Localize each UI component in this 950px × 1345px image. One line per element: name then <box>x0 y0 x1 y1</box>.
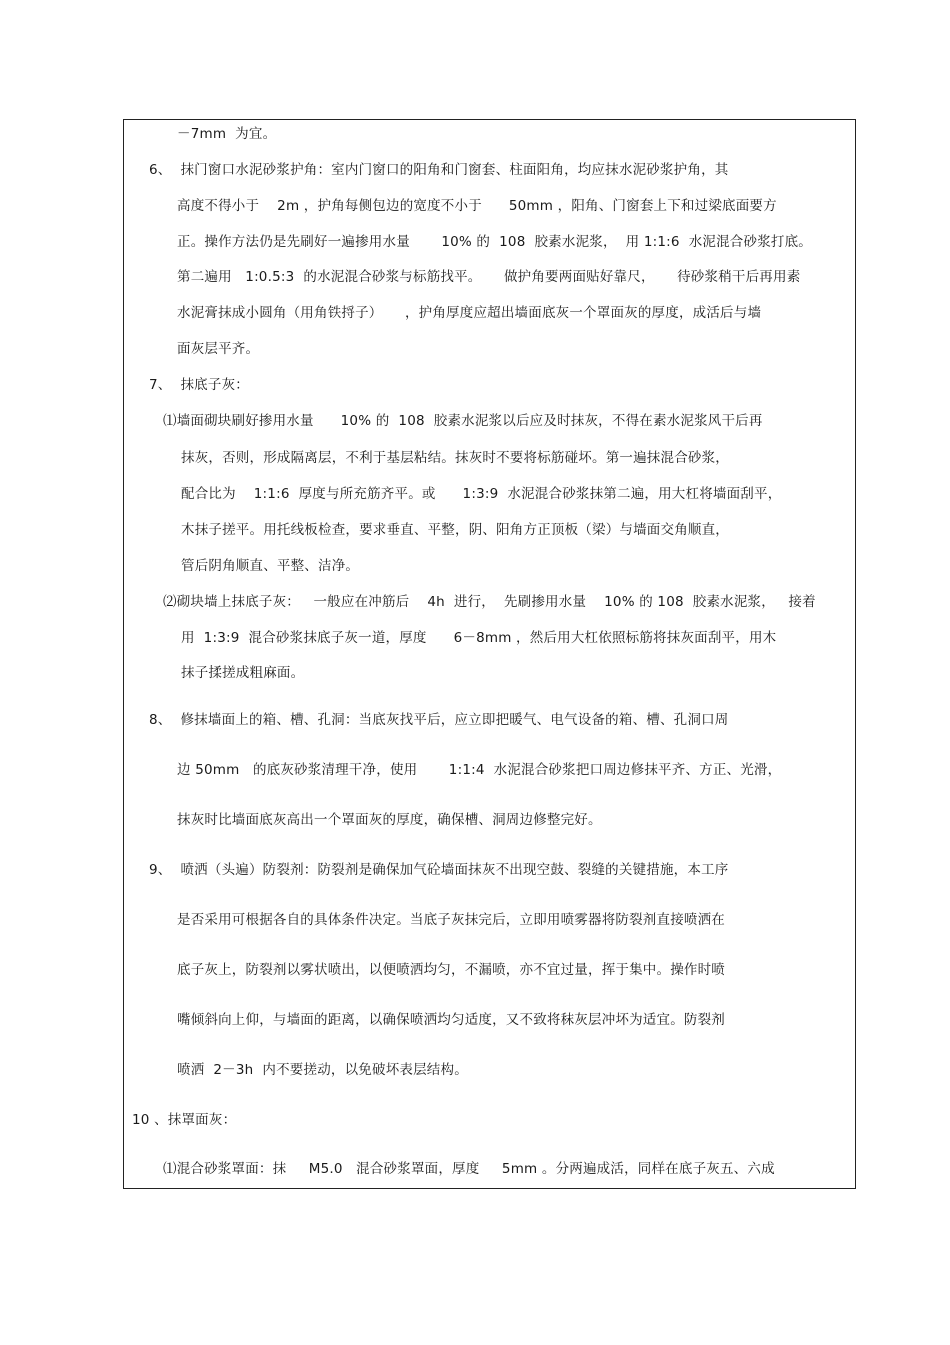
item-8-heading: 8、 修抹墙面上的箱、槽、孔洞：当底灰找平后，应立即把暖气、电气设备的箱、槽、孔洞口周 <box>149 712 729 728</box>
text-line: ⑴墙面砌块刷好掺用水量 10% 的 108 胶素水泥浆以后应及时抹灰，不得在素水泥浆风干后再 <box>163 413 763 429</box>
text-line: 嘴倾斜向上仰，与墙面的距离，以确保喷洒均匀适度，又不致将秣灰层冲坏为适宜。防裂剂 <box>177 1012 725 1028</box>
text-line: 水泥膏抹成小圆角（用角铁捋子） ，护角厚度应超出墙面底灰一个罩面灰的厚度，成活后与墙 <box>177 305 762 321</box>
text-line: 抹子揉搓成粗麻面。 <box>181 665 305 681</box>
text-line: 是否采用可根据各自的具体条件决定。当底子灰抹完后，立即用喷雾器将防裂剂直接喷洒在 <box>177 912 725 928</box>
text-line: 管后阴角顺直、平整、洁净。 <box>181 558 360 574</box>
text-line: 抹灰时比墙面底灰高出一个罩面灰的厚度，确保槽、洞周边修整完好。 <box>177 812 602 828</box>
text-line: 高度不得小于 2m ，护角每侧包边的宽度不小于 50mm ，阳角、门窗套上下和过梁底面要方 <box>177 198 777 214</box>
item-10-heading: 10 、抹罩面灰： <box>132 1112 237 1128</box>
text-line: 底子灰上，防裂剂以雾状喷出，以便喷洒均匀，不漏喷，亦不宜过量，挥于集中。操作时喷 <box>177 962 725 978</box>
text-line: 木抹子搓平。用托线板检查，要求垂直、平整，阴、阳角方正顶板（梁）与墙面交角顺直， <box>181 522 729 538</box>
text-line: 抹灰，否则，形成隔离层，不利于基层粘结。抹灰时不要将标筋碰坏。第一遍抹混合砂浆， <box>181 450 729 466</box>
item-9-heading: 9、 喷洒（头遍）防裂剂：防裂剂是确保加气砼墙面抹灰不出现空鼓、裂缝的关键措施，本工序 <box>149 862 729 878</box>
text-line: 喷洒 2－3h 内不要搓动，以免破坏表层结构。 <box>177 1062 468 1078</box>
text-line: ⑵砌块墙上抹底子灰： 一般应在冲筋后 4h 进行， 先刷掺用水量 10% 的 108 胶素水泥浆， 接着 <box>163 594 816 610</box>
text-line: 配合比为 1:1:6 厚度与所充筋齐平。或 1:3:9 水泥混合砂浆抹第二遍，用大杠将墙面刮平， <box>181 486 782 502</box>
text-line: 用 1:3:9 混合砂浆抹底子灰一道，厚度 6－8mm ，然后用大杠依照标筋将抹灰面刮平，用木 <box>181 630 777 646</box>
text-line: ⑴混合砂浆罩面：抹 M5.0 混合砂浆罩面，厚度 5mm 。分两遍成活，同样在底子灰五、六成 <box>163 1161 775 1177</box>
text-line: －7mm 为宜。 <box>177 126 277 142</box>
text-line: 边 50mm 的底灰砂浆清理干净，使用 1:1:4 水泥混合砂浆把口周边修抹平齐、方正、光滑， <box>177 762 782 778</box>
item-6-heading: 6、 抹门窗口水泥砂浆护角：室内门窗口的阳角和门窗套、柱面阳角，均应抹水泥砂浆护角，其 <box>149 162 729 178</box>
item-7-heading: 7、 抹底子灰： <box>149 377 249 393</box>
text-line: 面灰层平齐。 <box>177 341 260 357</box>
text-line: 第二遍用 1:0.5:3 的水泥混合砂浆与标筋找平。 做护角要两面贴好靠尺， 待砂浆稍干后再用素 <box>177 269 801 285</box>
text-line: 正。操作方法仍是先刷好一遍掺用水量 10% 的 108 胶素水泥浆， 用 1:1:6 水泥混合砂浆打底。 <box>177 234 812 250</box>
